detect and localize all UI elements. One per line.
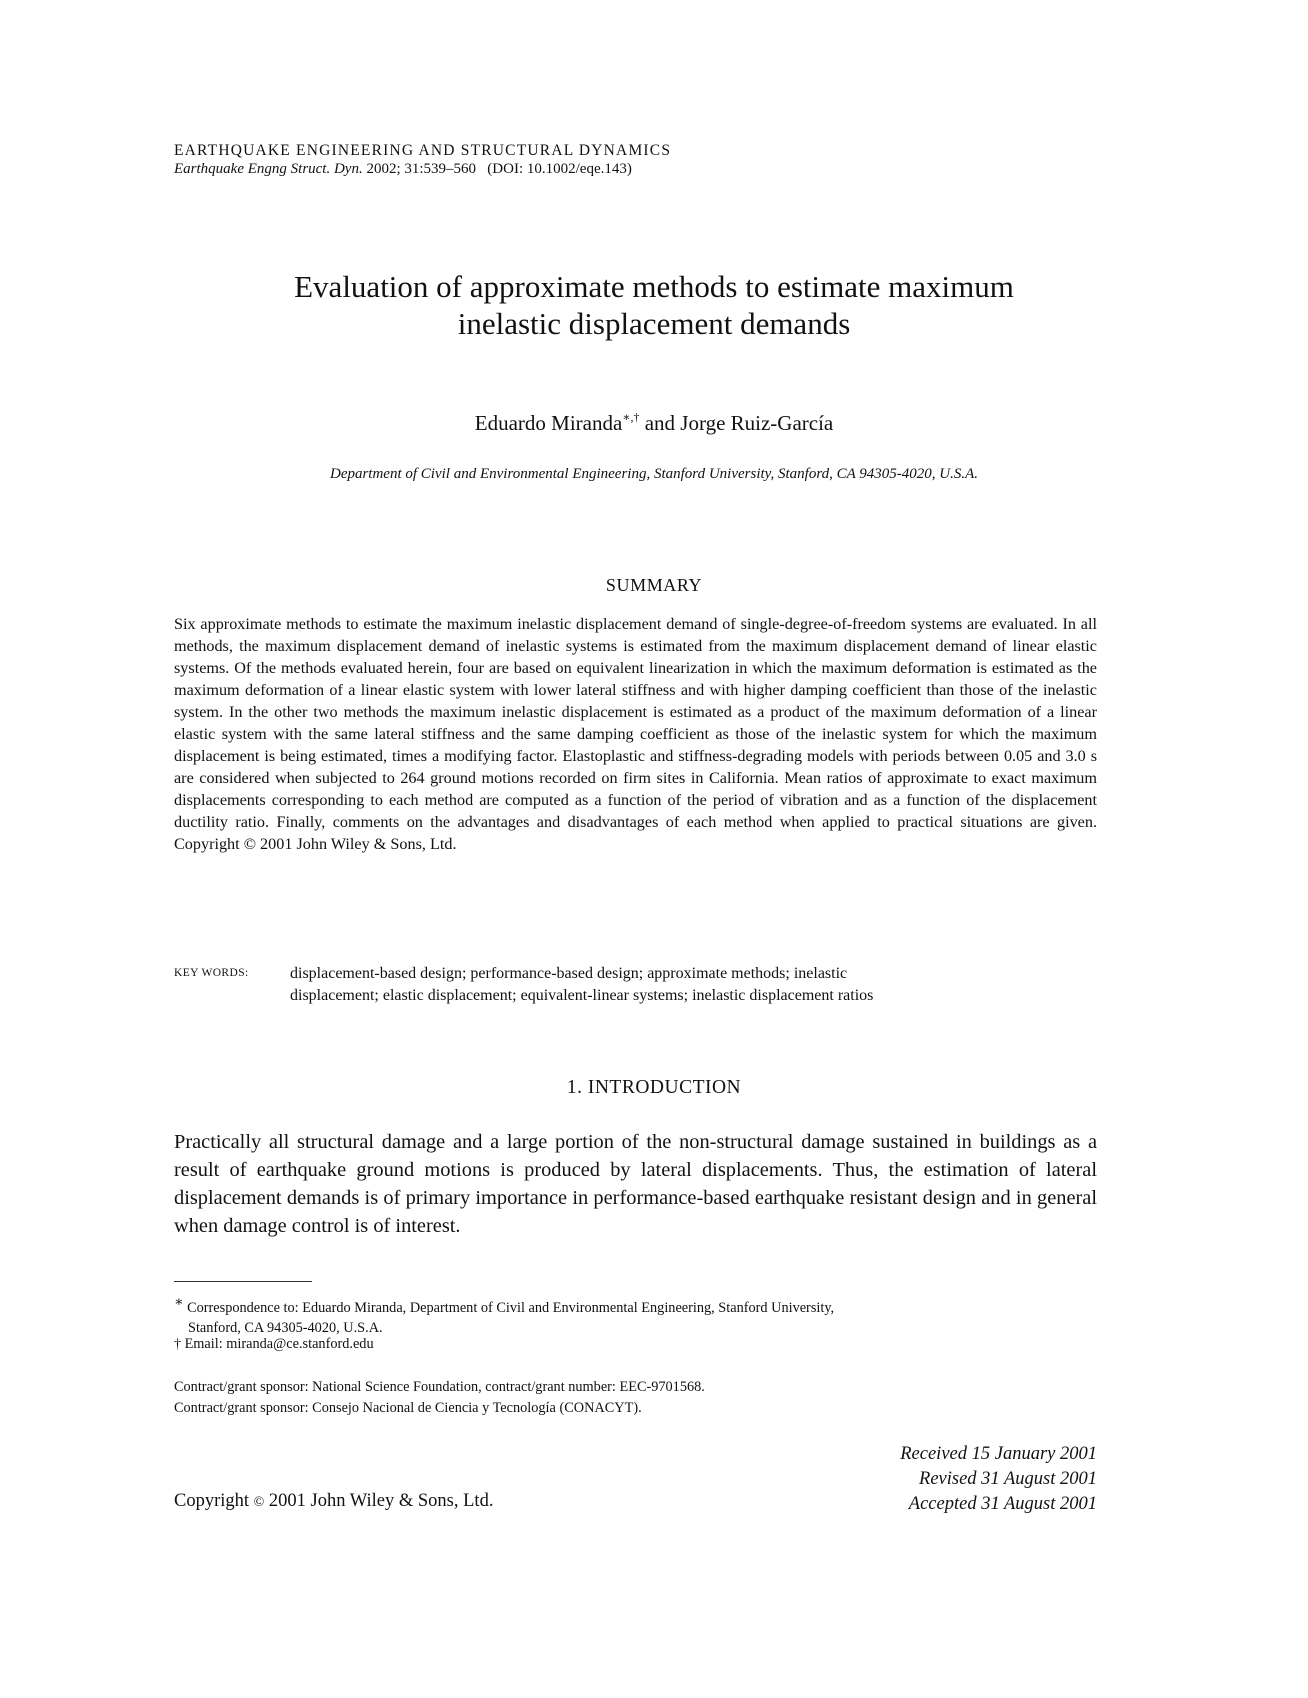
correspondence-line-1: Correspondence to: Eduardo Miranda, Department of Civil and Environmental Engineering, Stanford University,: [183, 1299, 835, 1316]
footnote-email: [174, 1334, 374, 1355]
date-revised: Revised 31 August 2001: [919, 1469, 1097, 1489]
title-line-2: inelastic displacement demands: [457, 306, 851, 341]
journal-citation: [174, 161, 632, 178]
keywords-line-2: displacement; elastic displacement; equivalent-linear systems; inelastic displacement ratios: [290, 987, 874, 1004]
copyright-word: Copyright: [174, 1491, 254, 1511]
copyright-symbol: ©: [253, 1495, 265, 1510]
email-mark: †: [174, 1337, 181, 1352]
paper-title: [174, 268, 1134, 342]
journal-name: EARTHQUAKE ENGINEERING AND STRUCTURAL DYNAMICS: [174, 142, 672, 159]
copyright-footer: [174, 1491, 493, 1512]
keywords-line-1: displacement-based design; performance-based design; approximate methods; inelastic: [290, 965, 848, 982]
author-1-marks: ∗,†: [622, 410, 640, 424]
summary-text: Six approximate methods to estimate the maximum inelastic displacement demand of single-degree-of-freedom systems are evaluated. In all methods, the maximum displacement demand of inelastic systems is estimated from the maximum displacement demand of linear elastic systems. Of the methods evaluated herein, four are based on equivalent linearization in which the maximum deformation is estimated as the maximum deformation of a linear elastic system with lower lateral stiffness and with higher damping coefficient than those of the inelastic system. In the other two methods the maximum inelastic displacement is estimated as a product of the maximum deformation of a linear elastic system with the same lateral stiffness and the same damping coefficient as those of the inelastic system for which the maximum displacement is being estimated, times a modifying factor. Elastoplastic and stiffness-degrading models with periods between 0.05 and 3.0 s are considered when subjected to 264 ground motions recorded on firm sites in California. Mean ratios of approximate to exact maximum displacements corresponding to each method are computed as a function of the period of vibration and as a function of the displacement ductility ratio. Finally, comments on the advantages and disadvantages of each method when applied to practical situations are given. Copyright © 2001 John Wiley & Sons, Ltd.: [174, 615, 1097, 853]
date-accepted: Accepted 31 August 2001: [908, 1494, 1097, 1514]
email-text: Email: miranda@ce.stanford.edu: [181, 1336, 374, 1352]
introduction-heading: 1. INTRODUCTION: [566, 1077, 742, 1098]
citation-details: 2002; 31:539–560 (DOI: 10.1002/eqe.143): [362, 161, 632, 177]
author-1: Eduardo Miranda: [474, 411, 623, 435]
summary-heading: SUMMARY: [605, 575, 703, 595]
grant-sponsor-1: Contract/grant sponsor: National Science Foundation, contract/grant number: EEC-9701568.: [174, 1379, 705, 1395]
author-2: Jorge Ruiz-García: [680, 411, 834, 435]
author-list: [174, 410, 1134, 436]
title-line-1: Evaluation of approximate methods to estimate maximum: [294, 269, 1014, 304]
author-conjunction: and: [639, 411, 681, 435]
introduction-text: Practically all structural damage and a large portion of the non-structural damage sustained in buildings as a result of earthquake ground motions is produced by lateral displacements. Thus, the estimation of lateral displacement demands is of primary importance in performance-based earthquake resistant design and in general when damage control is of interest.: [174, 1131, 1097, 1237]
grant-sponsor-2: Contract/grant sponsor: Consejo Nacional de Ciencia y Tecnología (CONACYT).: [174, 1400, 642, 1416]
footnote-divider: [174, 1281, 312, 1282]
journal-abbreviation: Earthquake Engng Struct. Dyn.: [174, 161, 363, 177]
footnote-correspondence: [174, 1293, 1097, 1338]
keywords-label: KEY WORDS:: [174, 967, 249, 979]
correspondence-mark: ∗: [174, 1295, 184, 1310]
date-received: Received 15 January 2001: [900, 1444, 1097, 1464]
copyright-holder: 2001 John Wiley & Sons, Ltd.: [264, 1491, 494, 1511]
manuscript-dates: [797, 1442, 1097, 1517]
correspondence-line-2: Stanford, CA 94305-4020, U.S.A.: [188, 1319, 383, 1336]
affiliation: Department of Civil and Environmental Engineering, Stanford University, Stanford, CA 94305-4020, U.S.A.: [329, 466, 978, 482]
